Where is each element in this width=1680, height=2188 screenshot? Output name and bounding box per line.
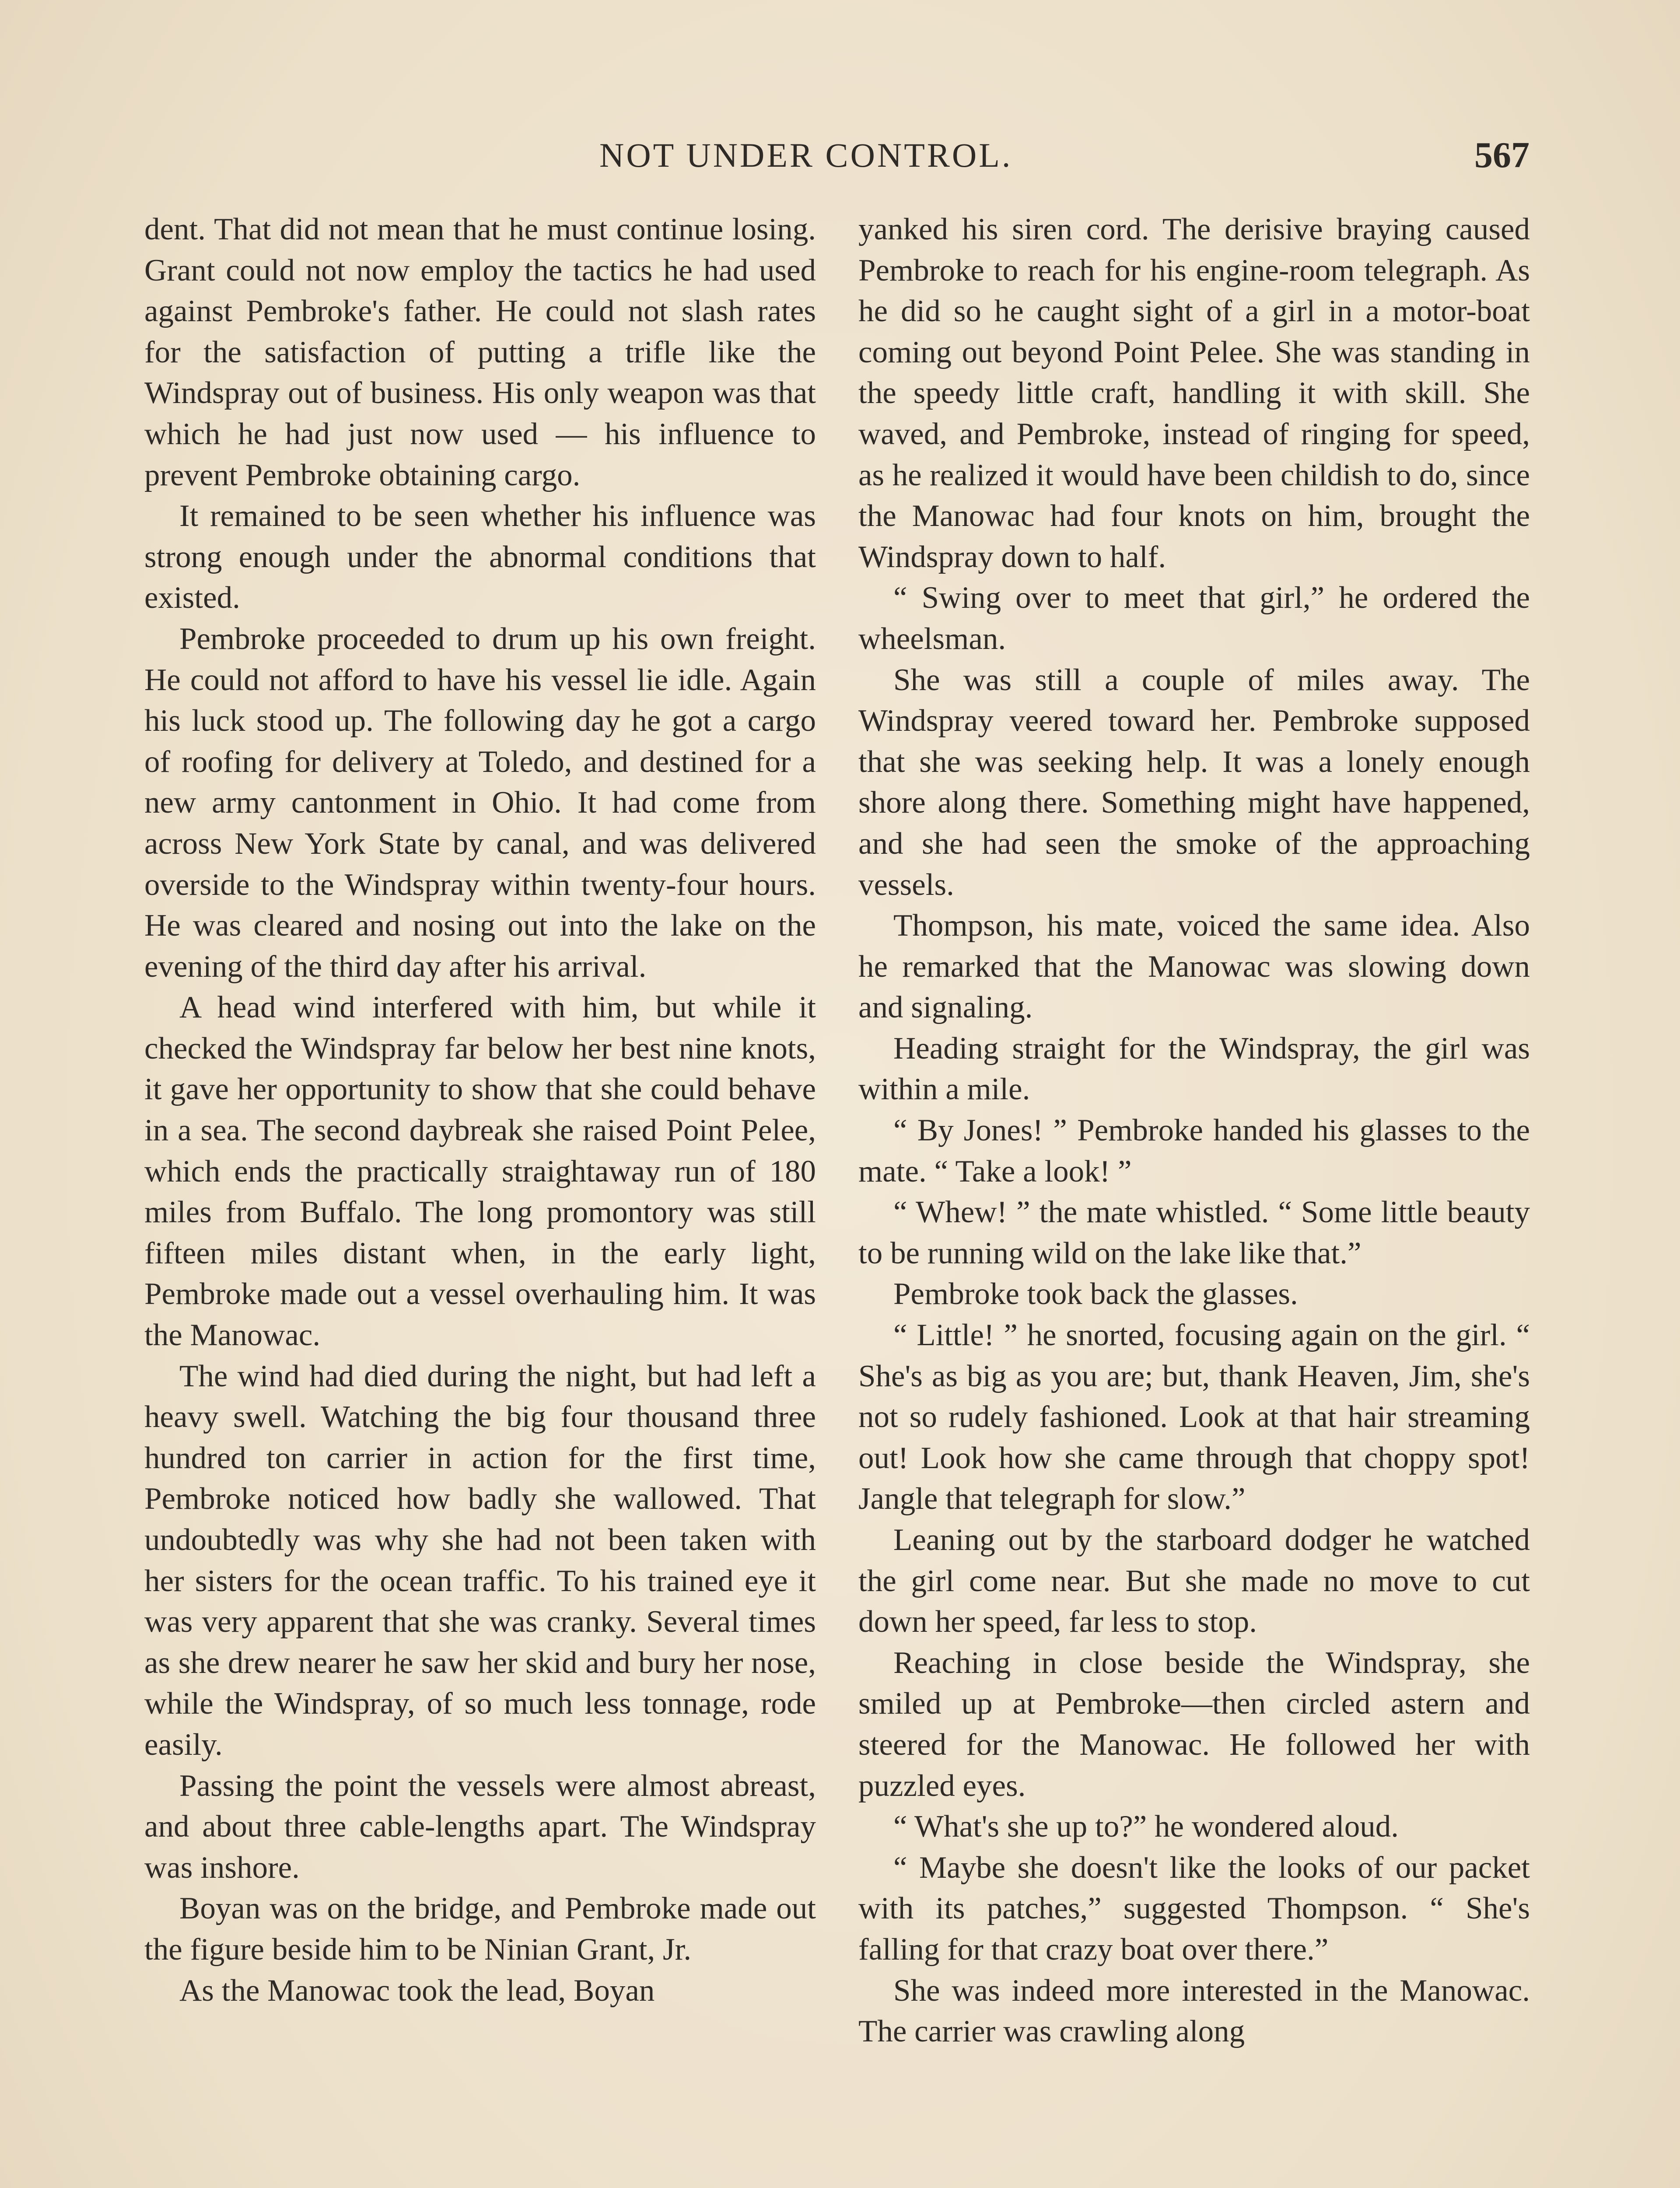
paragraph: She was still a couple of miles away. The Windspray veered toward her. Pembroke supposed that she was seeking help. It was a lonely enough shore along there. Something might have happened, and she had seen the smoke of the approaching vessels. [858,663,1530,902]
paragraph: As the Manowac took the lead, Boyan [179,1973,655,2008]
paragraph: She was indeed more interested in the Manowac. The carrier was crawling along [858,1973,1530,2049]
paragraph: “ Little! ” he snorted, focusing again on the girl. “ She's as big as you are; but, thank Heaven, Jim, she's not so rudely fashioned. Look at that hair streaming out! Look how she came through that choppy spot! Jangle that telegraph for slow.” [858,1318,1530,1516]
paragraph: Reaching in close beside the Windspray, she smiled up at Pembroke—then circled astern and steered for the Manowac. He followed her with puzzled eyes. [858,1645,1530,1803]
paragraph: “ Maybe she doesn't like the looks of our packet with its patches,” suggested Thompson. “ She's falling for that crazy boat over there.” [858,1850,1530,1967]
paragraph: A head wind interfered with him, but while it checked the Windspray far below her best nine knots, it gave her opportunity to show that she could behave in a sea. The second daybreak she raised Point Pelee, which ends the practically straightaway run of 180 miles from Buffalo. The long promontory was still fifteen miles distant when, in the early light, Pembroke made out a vessel overhauling him. It was the Manowac. [144,990,816,1353]
right-column [858,209,1530,2188]
paragraph: dent. That did not mean that he must continue losing. Grant could not now employ the tactics he had used against Pembroke's father. He could not slash rates for the satisfaction of putting a trifle like the Windspray out of business. His only weapon was that which he had just now used — his influence to prevent Pembroke obtaining cargo. [144,212,816,492]
left-column [144,209,816,2188]
running-head: NOT UNDER CONTROL. [599,136,1013,174]
paragraph: Heading straight for the Windspray, the girl was within a mile. [858,1031,1530,1107]
paragraph: Pembroke took back the glasses. [893,1277,1298,1311]
paragraph: “ Whew! ” the mate whistled. “ Some little beauty to be running wild on the lake like that.” [858,1195,1530,1270]
paragraph: Thompson, his mate, voiced the same idea. Also he remarked that the Manowac was slowing down and signaling. [858,908,1530,1025]
paragraph: “ What's she up to?” he wondered aloud. [893,1809,1399,1844]
paragraph: Leaning out by the starboard dodger he watched the girl come near. But she made no move to cut down her speed, far less to stop. [858,1523,1530,1639]
paragraph: Pembroke proceeded to drum up his own freight. He could not afford to have his vessel lie idle. Again his luck stood up. The following day he got a cargo of roofing for delivery at Toledo, and destined for a new army cantonment in Ohio. It had come from across New York State by canal, and was delivered overside to the Windspray within twenty-four hours. He was cleared and nosing out into the lake on the evening of the third day after his arrival. [144,621,816,984]
paragraph: Passing the point the vessels were almost abreast, and about three cable-lengths apart. The Windspray was inshore. [144,1768,816,1885]
paragraph: Boyan was on the bridge, and Pembroke made out the figure beside him to be Ninian Grant, Jr. [144,1891,816,1967]
page-number: 567 [1474,135,1530,175]
paragraph: The wind had died during the night, but had left a heavy swell. Watching the big four thousand three hundred ton carrier in action for the first time, Pembroke noticed how badly she wallowed. That undoubtedly was why she had not been taken with her sisters for the ocean traffic. To his trained eye it was very apparent that she was cranky. Several times as she drew nearer he saw her skid and bury her nose, while the Windspray, of so much less tonnage, rode easily. [144,1359,816,1762]
paragraph: It remained to be seen whether his influence was strong enough under the abnormal conditions that existed. [144,499,816,615]
paragraph: “ Swing over to meet that girl,” he ordered the wheelsman. [858,581,1530,656]
paragraph: yanked his siren cord. The derisive braying caused Pembroke to reach for his engine-room telegraph. As he did so he caught sight of a girl in a motor-boat coming out beyond Point Pelee. She was standing in the speedy little craft, handling it with skill. She waved, and Pembroke, instead of ringing for speed, as he realized it would have been childish to do, since the Manowac had four knots on him, brought the Windspray down to half. [858,212,1530,574]
paragraph: “ By Jones! ” Pembroke handed his glasses to the mate. “ Take a look! ” [858,1113,1530,1189]
